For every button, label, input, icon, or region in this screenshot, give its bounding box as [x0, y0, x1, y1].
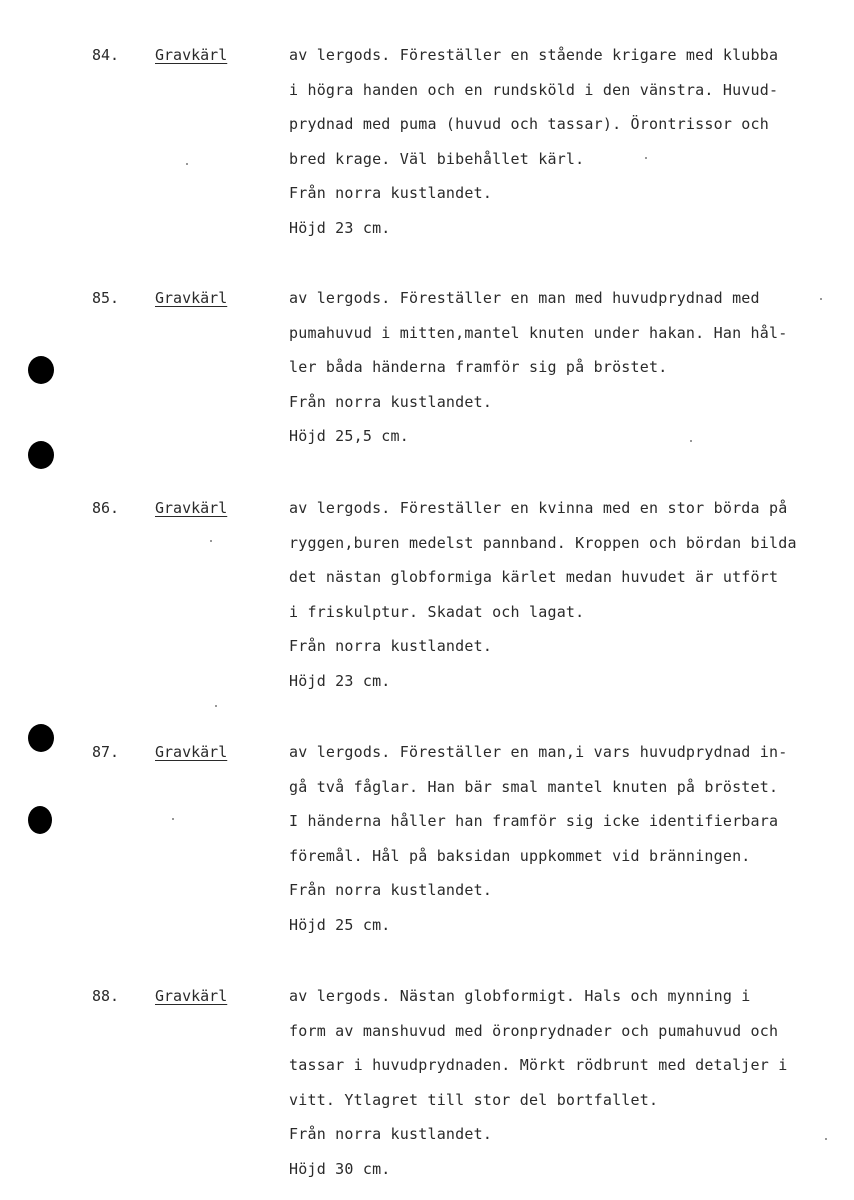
entry-description [289, 288, 854, 461]
punch-hole [28, 441, 54, 469]
scan-speck [210, 540, 212, 542]
text-line: form av manshuvud med öronprydnader och pumahuvud och [289, 1021, 779, 1040]
text-line: gå två fåglar. Han bär smal mantel knuten på bröstet. [289, 777, 779, 796]
text-line: i högra handen och en rundsköld i den vänstra. Huvud- [289, 80, 779, 99]
text-line: tassar i huvudprydnaden. Mörkt rödbrunt med detaljer i [289, 1056, 788, 1074]
scan-speck [172, 818, 174, 820]
text-line: Från norra kustlandet. [289, 881, 493, 899]
entry-number: 84. [92, 46, 120, 64]
punch-hole [28, 724, 54, 752]
scan-speck [186, 163, 188, 165]
entry-description [289, 498, 854, 705]
text-line: det nästan globformiga kärlet medan huvudet är utfört [289, 568, 779, 586]
entry-description [289, 986, 854, 1193]
text-line: I händerna håller han framför sig icke identifierbara [289, 812, 779, 830]
text-line: av lergods. Föreställer en man,i vars huvudprydnad in- [289, 743, 788, 761]
text-line: Från norra kustlandet. [289, 392, 493, 411]
text-line: Från norra kustlandet. [289, 637, 493, 655]
text-line: i friskulptur. Skadat och lagat. [289, 602, 585, 621]
text-line: Från norra kustlandet. [289, 1125, 493, 1143]
text-line: av lergods. Föreställer en kvinna med en stor börda på [289, 499, 788, 517]
entry-number: 85. [92, 289, 120, 307]
entry-number: 86. [92, 499, 120, 517]
punch-hole [28, 356, 54, 384]
entry-type: Gravkärl [155, 499, 228, 517]
text-line: föremål. Hål på baksidan uppkommet vid bränningen. [289, 846, 751, 865]
text-line: Höjd 25,5 cm. [289, 427, 409, 445]
text-line: av lergods. Föreställer en man med huvudprydnad med [289, 289, 760, 307]
entry-type: Gravkärl [155, 46, 228, 64]
entry-type: Gravkärl [155, 987, 228, 1005]
entry-description [289, 742, 854, 949]
text-line: prydnad med puma (huvud och tassar). Örontrissor och [289, 115, 769, 133]
text-line: ryggen,buren medelst pannband. Kroppen och bördan bilda [289, 533, 797, 552]
text-line: Höjd 23 cm. [289, 218, 391, 237]
text-line: Höjd 23 cm. [289, 671, 391, 690]
scan-speck [215, 705, 217, 707]
text-line: bred krage. Väl bibehållet kärl. [289, 149, 585, 168]
text-line: Höjd 30 cm. [289, 1159, 391, 1178]
entry-description [289, 45, 854, 252]
text-line: av lergods. Nästan globformigt. Hals och mynning i [289, 987, 751, 1005]
text-line: ler båda händerna framför sig på bröstet. [289, 358, 668, 376]
entry-type: Gravkärl [155, 289, 228, 307]
entry-number: 87. [92, 743, 120, 761]
text-line: Höjd 25 cm. [289, 915, 391, 934]
text-line: pumahuvud i mitten,mantel knuten under hakan. Han hål- [289, 323, 788, 342]
entry-number: 88. [92, 987, 120, 1005]
entry-type: Gravkärl [155, 743, 228, 761]
punch-hole [28, 806, 52, 834]
text-line: vitt. Ytlagret till stor del bortfallet. [289, 1090, 659, 1109]
text-line: Från norra kustlandet. [289, 184, 493, 202]
text-line: av lergods. Föreställer en stående krigare med klubba [289, 46, 779, 64]
